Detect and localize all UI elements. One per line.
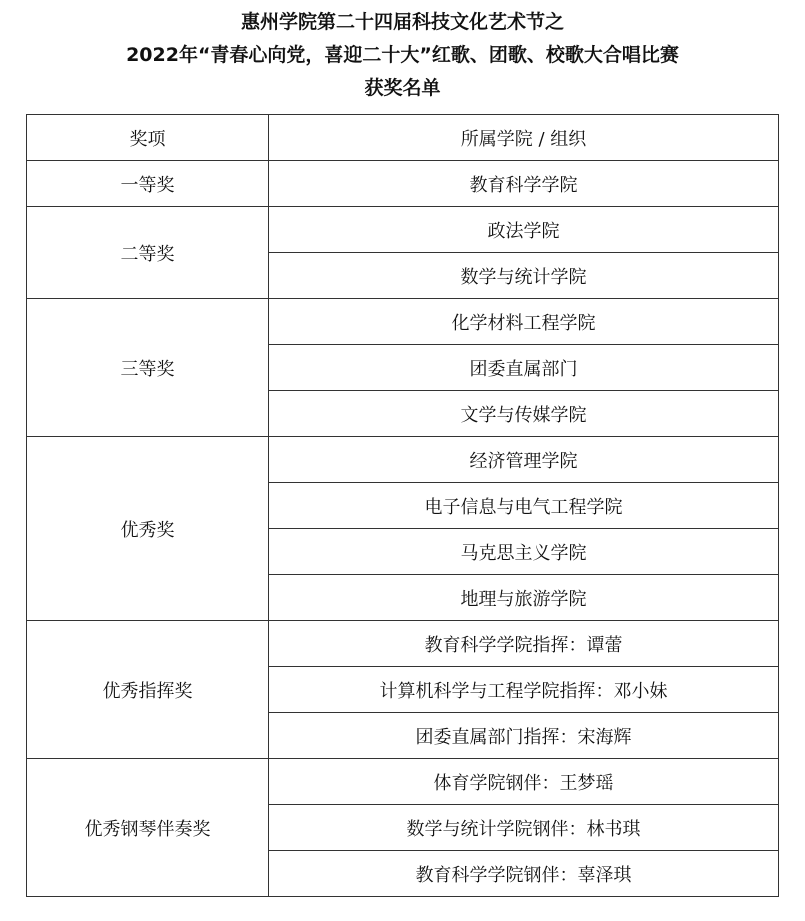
table-row bbox=[27, 621, 779, 667]
winner-cell: 数学与统计学院 bbox=[269, 253, 779, 299]
award-cell-third-prize: 三等奖 bbox=[27, 299, 269, 437]
winner-cell: 团委直属部门指挥：宋海辉 bbox=[269, 713, 779, 759]
award-cell-second-prize: 二等奖 bbox=[27, 207, 269, 299]
winner-cell: 教育科学学院 bbox=[269, 161, 779, 207]
table-row bbox=[27, 299, 779, 345]
award-cell-excellence-prize: 优秀奖 bbox=[27, 437, 269, 621]
title-line-1: 惠州学院第二十四届科技文化艺术节之 bbox=[240, 11, 564, 33]
column-header-organization: 所属学院 / 组织 bbox=[269, 115, 779, 161]
table-header-row bbox=[27, 115, 779, 161]
award-cell-best-conductor: 优秀指挥奖 bbox=[27, 621, 269, 759]
winner-cell: 化学材料工程学院 bbox=[269, 299, 779, 345]
award-cell-best-piano-accompaniment: 优秀钢琴伴奏奖 bbox=[27, 759, 269, 897]
winner-cell: 政法学院 bbox=[269, 207, 779, 253]
awards-table bbox=[26, 114, 779, 897]
award-cell-first-prize: 一等奖 bbox=[27, 161, 269, 207]
winner-cell: 团委直属部门 bbox=[269, 345, 779, 391]
title-line-2: 2022年“青春心向党，喜迎二十大”红歌、团歌、校歌大合唱比赛 bbox=[126, 44, 679, 66]
winner-cell: 经济管理学院 bbox=[269, 437, 779, 483]
column-header-award: 奖项 bbox=[27, 115, 269, 161]
winner-cell: 教育科学学院钢伴：辜泽琪 bbox=[269, 851, 779, 897]
winner-cell: 马克思主义学院 bbox=[269, 529, 779, 575]
winner-cell: 文学与传媒学院 bbox=[269, 391, 779, 437]
table-row bbox=[27, 207, 779, 253]
table-row bbox=[27, 437, 779, 483]
winner-cell: 计算机科学与工程学院指挥：邓小妹 bbox=[269, 667, 779, 713]
winner-cell: 体育学院钢伴：王梦瑶 bbox=[269, 759, 779, 805]
table-row bbox=[27, 161, 779, 207]
winner-cell: 地理与旅游学院 bbox=[269, 575, 779, 621]
title-line-3: 获奖名单 bbox=[364, 77, 441, 99]
document-title bbox=[0, 6, 805, 105]
winner-cell: 电子信息与电气工程学院 bbox=[269, 483, 779, 529]
winner-cell: 教育科学学院指挥：谭蕾 bbox=[269, 621, 779, 667]
table-row bbox=[27, 759, 779, 805]
winner-cell: 数学与统计学院钢伴：林书琪 bbox=[269, 805, 779, 851]
